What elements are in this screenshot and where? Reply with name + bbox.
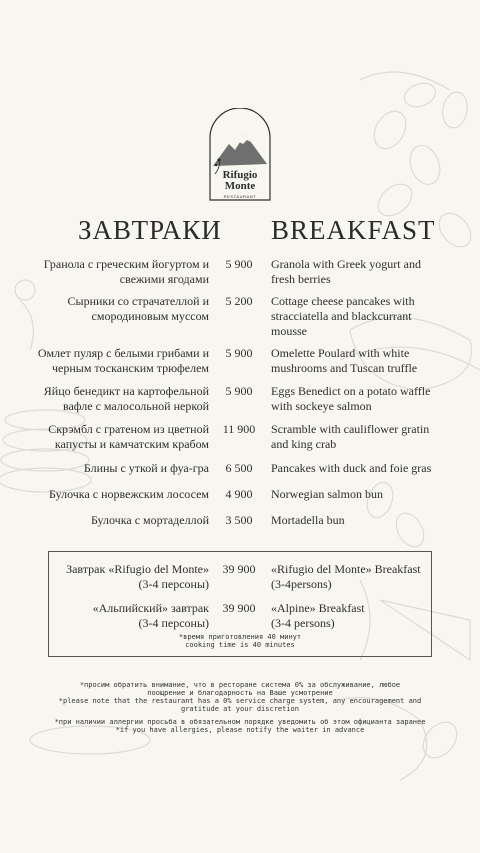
item-price: 5 900: [225, 384, 253, 398]
item-name-en: Scramble with cauliflower gratin and king crab: [271, 422, 430, 451]
item-name-ru: Булочка с норвежским лососем: [49, 487, 209, 501]
item-name-ru: Булочка с мортаделлой: [90, 513, 209, 527]
item-price: 5 900: [225, 346, 253, 360]
combo-price: 39 900: [222, 562, 256, 576]
logo-name-line2: Monte: [224, 180, 256, 192]
combo-name-en: «Rifugio del Monte» Breakfast (3-4persons): [271, 562, 421, 591]
item-name-en: Eggs Benedict on a potato waffle with sockeye salmon: [271, 384, 431, 413]
combo-name-ru: Завтрак «Rifugio del Monte» (3-4 персоны): [66, 562, 209, 591]
item-price: 11 900: [222, 422, 256, 436]
item-name-en: Norwegian salmon bun: [271, 487, 383, 501]
item-name-en: Mortadella bun: [271, 513, 345, 527]
item-name-ru: Гранола с греческим йогуртом и свежими ягодами: [43, 257, 209, 286]
combo-name-en: «Alpine» Breakfast (3-4 persons): [271, 601, 365, 630]
item-price: 5 900: [225, 257, 253, 271]
heading-en: BREAKFAST: [271, 215, 436, 245]
item-price: 5 200: [225, 294, 253, 308]
allergy-note: *при наличии аллергии просьба в обязательном порядке уведомить об этом официанта заранее *if you have allergies, please notify the waiter in advance: [54, 718, 426, 734]
item-name-ru: Скрэмбл с гратеном из цветной капусты и камчатским крабом: [48, 422, 209, 451]
item-name-en: Omelette Poulard with white mushrooms and Tuscan truffle: [271, 346, 418, 375]
item-name-ru: Блины с уткой и фуа-гра: [83, 461, 209, 475]
heading-ru: ЗАВТРАКИ: [78, 215, 222, 245]
service-charge-note: *просим обратить внимание, что в ресторане система 0% за обслуживание, любое поощрение и благодарность на Ваше усмотрение *please note that the restaurant has a 0% service charge system, any encouragement and gratitude at your discretion: [58, 681, 422, 713]
item-price: 4 900: [225, 487, 253, 501]
item-name-ru: Омлет пуляр с белыми грибами и черным тосканским трюфелем: [37, 346, 209, 375]
item-name-en: Cottage cheese pancakes with stracciatella and blackcurrant mousse: [271, 294, 415, 338]
combo-name-ru: «Альпийский» завтрак (3-4 персоны): [92, 601, 209, 630]
combo-price: 39 900: [222, 601, 256, 615]
item-name-en: Pancakes with duck and foie gras: [271, 461, 432, 475]
item-price: 3 500: [225, 513, 253, 527]
logo-subtitle: RESTAURANT: [223, 194, 257, 199]
item-name-ru: Сырники со страчателлой и смородиновым муссом: [67, 294, 209, 323]
restaurant-logo: [207, 108, 273, 202]
item-name-en: Granola with Greek yogurt and fresh berries: [271, 257, 421, 286]
item-name-ru: Яйцо бенедикт на картофельной вафле с малосольной неркой: [43, 384, 209, 413]
cooking-time-note: *время приготовления 40 минут cooking time is 40 minutes: [178, 633, 302, 649]
logo-name-line1: Rifugio: [222, 169, 258, 181]
item-price: 6 500: [225, 461, 253, 475]
